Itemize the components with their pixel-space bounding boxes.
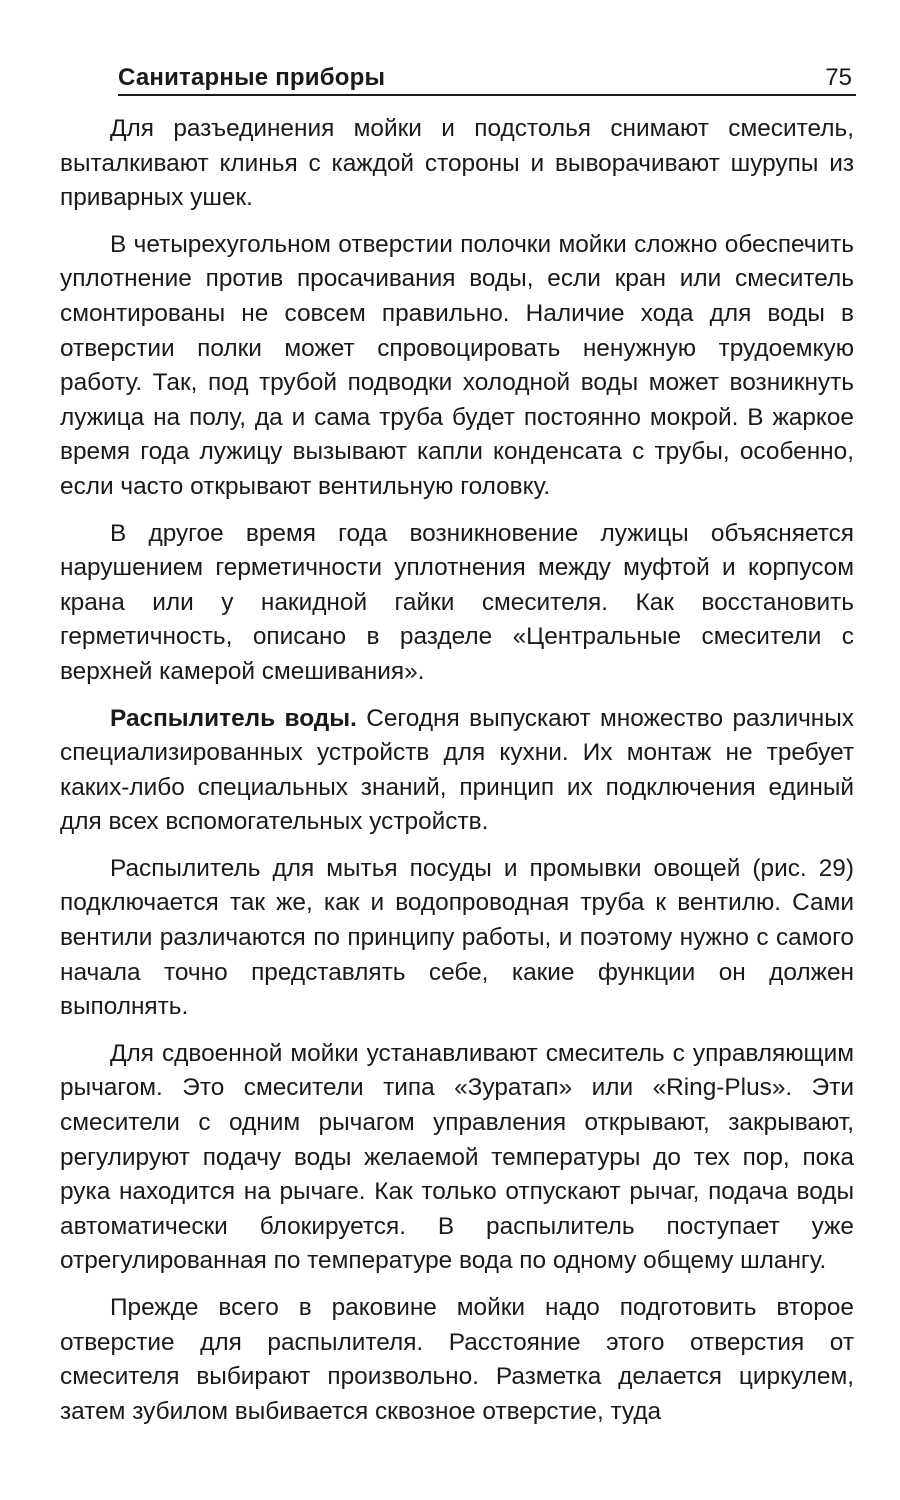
section-title: Санитарные приборы: [118, 64, 386, 91]
paragraph: Прежде всего в раковине мойки надо подготовить второе отверстие для распылителя. Расстояние этого отверстия от смесителя выбирают произвольно. Разметка делается циркулем, затем зубилом выбивается сквозное отверстие, туда: [60, 1294, 854, 1425]
page-number: 75: [825, 64, 852, 91]
paragraph: Для сдвоенной мойки устанавливают смеситель с управляющим рычагом. Это смесители типа «Зуратап» или «Ring-Plus». Эти смесители с одним рычагом управления открывают, закрывают, регулируют подачу воды желаемой температуры до тех пор, пока рука находится на рычаге. Как только отпускают рычаг, подача воды автоматически блокируется. В распылитель поступает уже отрегулированная по температуре вода по одному общему шлангу.: [60, 1039, 854, 1275]
paragraph: В другое время года возникновение лужицы объясняется нарушением герметичности уплотнения между муфтой и корпусом крана или у накидной гайки смесителя. Как восстановить герметичность, описано в разделе «Центральные смесители с верхней камерой смешивания».: [60, 519, 854, 685]
paragraph: В четырехугольном отверстии полочки мойки сложно обеспечить уплотнение против просачивания воды, если кран или смеситель смонтированы не совсем правильно. Наличие хода для воды в отверстии полки может спровоцировать ненужную трудоемкую работу. Так, под трубой подводки холодной воды может возникнуть лужица на полу, да и сама труба будет постоянно мокрой. В жаркое время года лужицу вызывают капли конденсата с трубы, особенно, если часто открывают вентильную головку.: [60, 230, 854, 500]
paragraph: [60, 702, 854, 840]
paragraph-lead: Распылитель воды.: [110, 704, 357, 732]
paragraph-text: Сегодня выпускают множество различных специализированных устройств для кухни. Их монтаж не требует каких-либо специальных знаний, принцип их подключения единый для всех вспомогательных устройств.: [60, 704, 854, 836]
paragraph: Распылитель для мытья посуды и промывки овощей (рис. 29) подключается так же, как и водопроводная труба к вентилю. Сами вентили различаются по принципу работы, и поэтому нужно с самого начала точно представлять себе, какие функции он должен выполнять.: [60, 854, 854, 1021]
running-header: [118, 56, 856, 96]
paragraph: Для разъединения мойки и подстолья снимают смеситель, выталкивают клинья с каждой стороны и выворачивают шурупы из приварных ушек.: [60, 115, 854, 212]
body-text: [60, 112, 854, 1441]
